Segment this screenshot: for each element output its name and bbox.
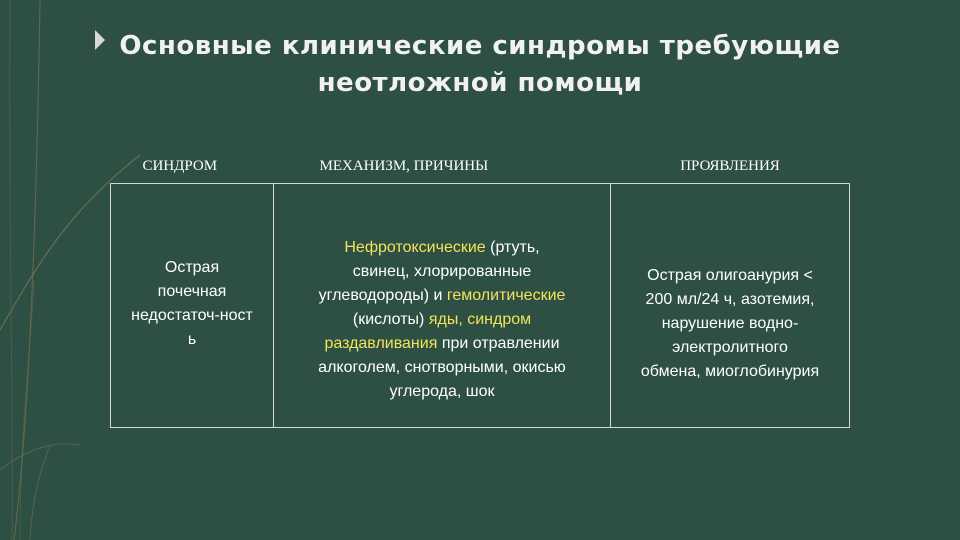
- table-header-row: [111, 150, 850, 184]
- mechanism-line: [274, 332, 610, 356]
- syndromes-table: [110, 150, 850, 428]
- mechanism-line: алкоголем, снотворными, окисью: [318, 359, 566, 376]
- slide-title: [80, 28, 880, 102]
- mechanism-text: углеводороды) и: [318, 287, 447, 304]
- mechanism-line: [274, 308, 610, 332]
- mechanism-line: углерода, шок: [389, 383, 495, 400]
- manifestation-line: 200 мл/24 ч, азотемия,: [645, 291, 815, 308]
- slide-title-line-1: Основные клинические синдромы требующие: [119, 31, 841, 61]
- table-row: [111, 184, 850, 428]
- manifestation-line: Острая олигоанурия <: [647, 267, 813, 284]
- manifestation-line: нарушение водно-: [661, 315, 799, 332]
- highlight-nephrotoxic: Нефротоксические: [344, 239, 486, 256]
- highlight-hemolytic: гемолитические: [446, 287, 566, 304]
- mechanism-line: свинец, хлорированные: [352, 263, 532, 280]
- cell-manifestations: [611, 184, 850, 428]
- mechanism-text: (кислоты): [352, 311, 429, 328]
- syndrome-line: недостаточ-ност: [131, 307, 253, 324]
- mechanism-line: [274, 236, 610, 260]
- header-syndrome: СИНДРОМ: [111, 150, 274, 184]
- slide-title-line-2: неотложной помощи: [317, 68, 643, 98]
- manifestation-line: электролитного: [672, 339, 788, 356]
- cell-mechanism: [274, 184, 611, 428]
- mechanism-text: (ртуть,: [485, 239, 540, 256]
- mechanism-text: при отравлении: [437, 335, 560, 352]
- syndrome-line: Острая: [164, 259, 220, 276]
- mechanism-line: [274, 284, 610, 308]
- highlight-poisons: яды, синдром: [428, 311, 532, 328]
- cell-syndrome: [111, 184, 274, 428]
- header-mechanism: МЕХАНИЗМ, ПРИЧИНЫ: [274, 150, 611, 184]
- syndrome-line: ь: [187, 331, 197, 348]
- syndrome-line: почечная: [157, 283, 227, 300]
- highlight-crush: раздавливания: [324, 335, 438, 352]
- header-manifestations: ПРОЯВЛЕНИЯ: [611, 150, 850, 184]
- manifestation-line: обмена, миоглобинурия: [640, 363, 820, 380]
